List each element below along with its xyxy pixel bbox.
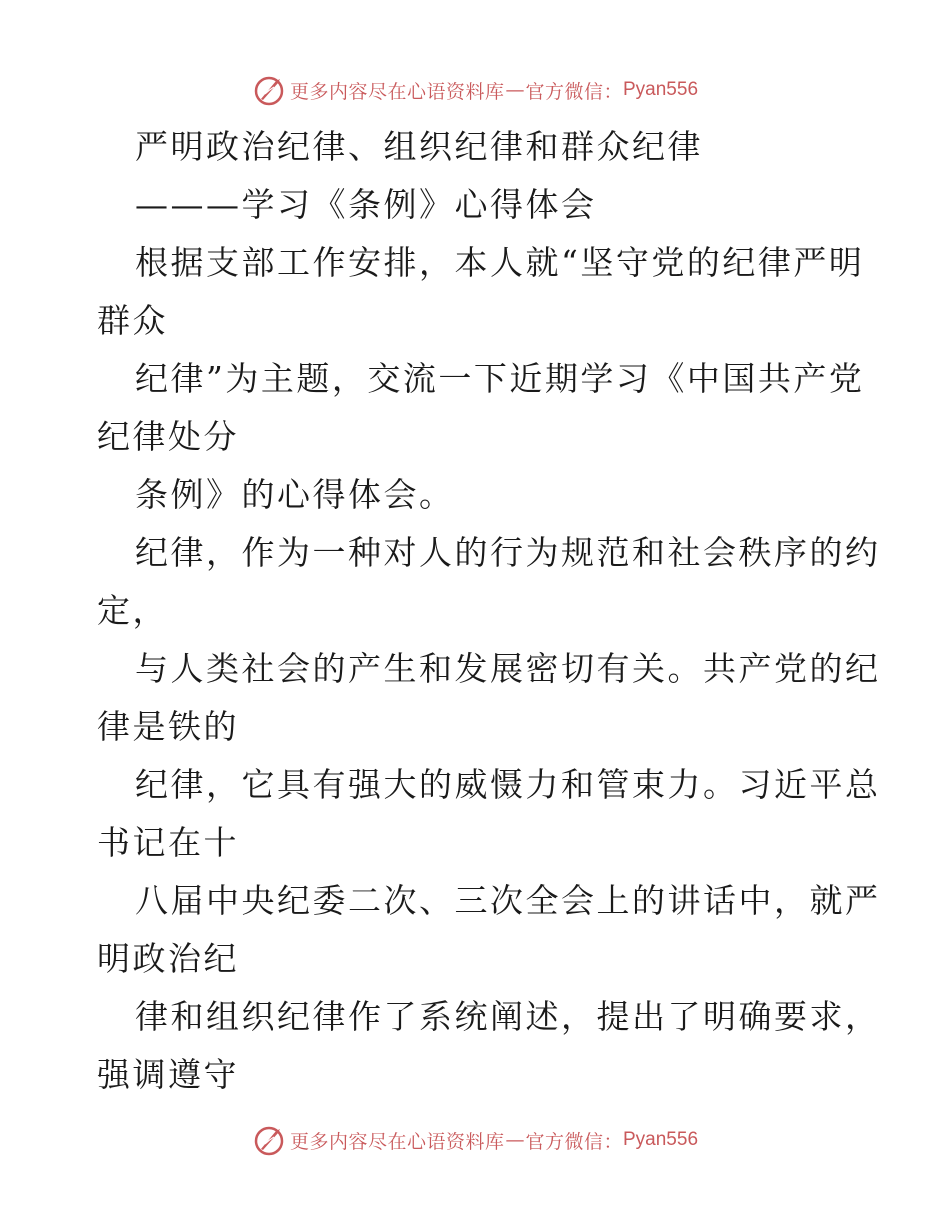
wechat-id: Pyan556 <box>623 79 699 100</box>
doc-line: 纪律，作为一种对人的行为规范和社会秩序的约 <box>135 533 881 572</box>
doc-line: 与人类社会的产生和发展密切有关。共产党的纪 <box>135 649 881 688</box>
header-banner <box>0 70 950 110</box>
doc-line: 八届中央纪委二次、三次全会上的讲话中，就严 <box>135 881 881 920</box>
wechat-id: Pyan556 <box>623 1129 699 1150</box>
doc-line: 群众 <box>97 301 168 340</box>
wechat-label: 官方微信： <box>525 1130 623 1153</box>
doc-line: ———学习《条例》心得体会 <box>135 185 597 224</box>
doc-line: 强调遵守 <box>97 1055 239 1094</box>
doc-line: 纪律，它具有强大的威慑力和管束力。习近平总 <box>135 765 881 804</box>
doc-line: 严明政治纪律、组织纪律和群众纪律 <box>135 127 703 166</box>
banner-separator: — <box>505 1129 525 1151</box>
banner-text: 更多内容尽在心语资料库 <box>289 1130 505 1153</box>
document-body <box>97 118 881 1104</box>
doc-line: 根据支部工作安排，本人就“坚守党的纪律严明 <box>135 243 865 282</box>
banner-text: 更多内容尽在心语资料库 <box>289 80 505 103</box>
footer-banner <box>0 1120 950 1160</box>
banner-separator: — <box>505 79 525 101</box>
wechat-label: 官方微信： <box>525 80 623 103</box>
doc-line: 书记在十 <box>97 823 239 862</box>
quill-logo-icon <box>252 1123 286 1157</box>
doc-line: 律和组织纪律作了系统阐述，提出了明确要求， <box>135 997 881 1036</box>
doc-line: 定， <box>97 591 168 630</box>
doc-line: 纪律处分 <box>97 417 239 456</box>
doc-line: 条例》的心得体会。 <box>135 475 455 514</box>
quill-logo-icon <box>252 73 286 107</box>
doc-line: 明政治纪 <box>97 939 239 978</box>
doc-line: 律是铁的 <box>97 707 239 746</box>
doc-line: 纪律”为主题，交流一下近期学习《中国共产党 <box>135 359 865 398</box>
